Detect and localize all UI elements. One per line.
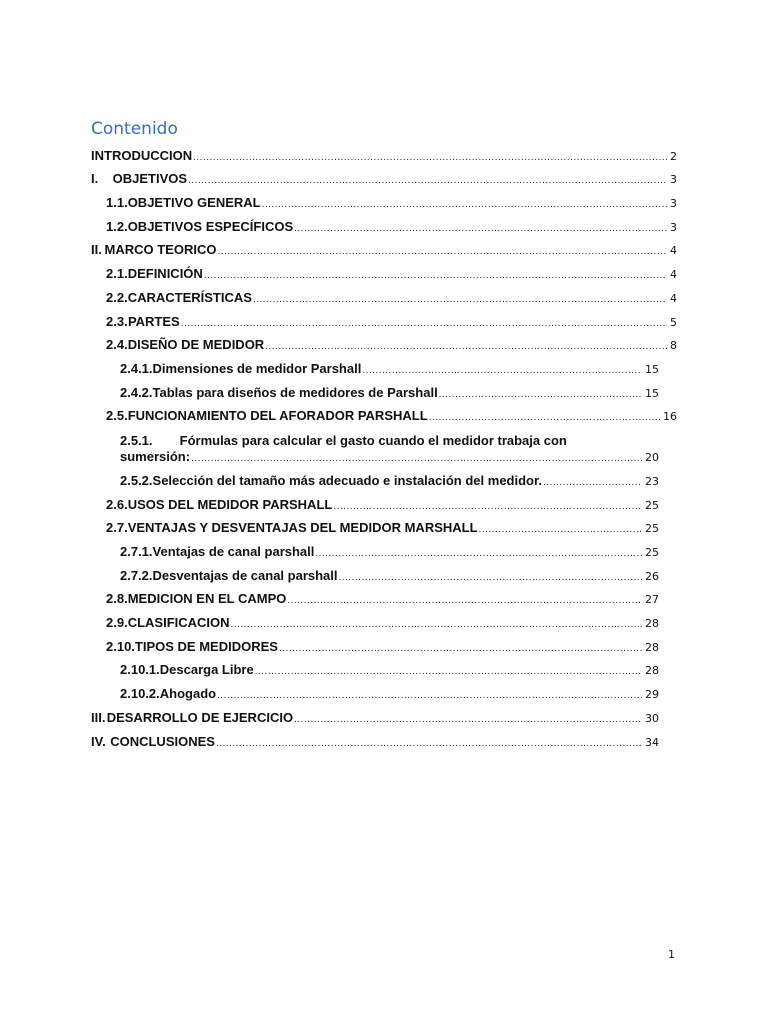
toc-entry-number: 2.5.1. xyxy=(120,433,153,449)
toc-entry-number: 2.7.1. xyxy=(120,544,153,559)
dot-leader xyxy=(204,270,667,281)
toc-entry-page: 3 xyxy=(670,197,677,211)
toc-entry-descarga-libre[interactable] xyxy=(91,658,677,682)
toc-entry-page: 28 xyxy=(645,664,659,678)
toc-entry-number: 1.1. xyxy=(106,195,128,211)
dot-leader xyxy=(279,643,642,654)
dot-leader xyxy=(362,365,642,376)
toc-entry-title: Ahogado xyxy=(159,686,217,702)
toc-entry-page: 5 xyxy=(670,315,677,329)
dot-leader xyxy=(439,389,642,400)
dot-leader xyxy=(333,501,642,512)
toc-entry-number: 2.7. xyxy=(106,520,128,536)
toc-entry-number: 2.5.2. xyxy=(120,472,153,488)
toc-entry-page: 16 xyxy=(663,410,677,424)
toc-entry-title: Fórmulas para calcular el gasto cuando el medidor trabaja con xyxy=(179,433,567,449)
toc-entry-desarrollo[interactable] xyxy=(91,705,677,729)
toc-entry-tipos[interactable] xyxy=(91,634,677,658)
toc-entry-page: 4 xyxy=(670,291,677,305)
toc-entry-introduccion[interactable] xyxy=(91,143,677,167)
toc-entry-diseno-de-medidor[interactable] xyxy=(91,333,677,357)
toc-entry-number: 2.5. xyxy=(106,408,128,424)
toc-entry-title: Desventajas de canal parshall xyxy=(152,567,338,583)
toc-entry-page: 4 xyxy=(670,268,677,282)
toc-entry-number: II. xyxy=(91,242,102,258)
toc-entry-dimensiones[interactable] xyxy=(91,356,677,380)
dot-leader xyxy=(217,690,642,701)
toc-entry-ahogado[interactable] xyxy=(91,681,677,705)
toc-entry-page: 23 xyxy=(645,474,659,488)
dot-leader xyxy=(262,199,667,210)
toc-entry-number: 2.4.1. xyxy=(120,360,153,376)
toc-entry-page: 25 xyxy=(645,546,659,559)
toc-entry-number: 2.1. xyxy=(106,266,128,282)
toc-entry-desventajas[interactable] xyxy=(91,563,677,587)
toc-entry-number: 2.3. xyxy=(106,313,128,329)
dot-leader xyxy=(287,595,642,606)
toc-entry-formulas[interactable] xyxy=(91,427,677,468)
toc-entry-objetivos[interactable] xyxy=(91,167,677,191)
toc-entry-number: 2.4. xyxy=(106,337,128,353)
toc-entry-title: DISEÑO DE MEDIDOR xyxy=(127,337,265,353)
toc-entry-page: 25 xyxy=(645,522,659,536)
toc-entry-ventajas[interactable] xyxy=(91,539,677,563)
toc-entry-partes[interactable] xyxy=(91,309,677,333)
toc-entry-page: 27 xyxy=(645,593,659,607)
toc-entry-page: 26 xyxy=(645,569,659,583)
toc-entry-conclusiones[interactable] xyxy=(91,729,677,753)
dot-leader xyxy=(181,318,667,329)
toc-entry-page: 34 xyxy=(645,735,659,749)
dot-leader xyxy=(339,572,642,583)
toc-entry-title: DEFINICIÓN xyxy=(127,266,203,282)
toc-entry-title: CLASIFICACION xyxy=(127,615,230,631)
toc-entry-seleccion[interactable] xyxy=(91,468,677,492)
toc-entry-title: FUNCIONAMIENTO DEL AFORADOR PARSHALL xyxy=(127,408,428,424)
dot-leader xyxy=(543,477,642,488)
toc-entry-title: Dimensiones de medidor Parshall xyxy=(152,360,362,376)
toc-entry-number: 2.9. xyxy=(106,615,128,631)
toc-entry-definicion[interactable] xyxy=(91,261,677,285)
toc-entry-page: 29 xyxy=(645,688,659,702)
toc-entry-title: DESARROLLO DE EJERCICIO xyxy=(106,709,294,725)
toc-entry-tablas[interactable] xyxy=(91,380,677,404)
toc-title: Contenido xyxy=(91,119,178,139)
toc-entry-objetivo-general[interactable] xyxy=(91,190,677,214)
toc-entry-title: OBJETIVOS xyxy=(112,171,188,187)
toc-entry-page: 28 xyxy=(645,640,659,654)
toc-entry-number: 1.2. xyxy=(106,218,128,234)
toc-entry-page: 3 xyxy=(670,220,677,234)
dot-leader xyxy=(294,714,642,725)
toc-entry-number: IV. xyxy=(91,733,106,749)
dot-leader xyxy=(217,246,667,257)
table-of-contents xyxy=(91,143,677,753)
toc-entry-title: Tablas para diseños de medidores de Parshall xyxy=(152,384,438,400)
dot-leader xyxy=(253,294,667,305)
toc-entry-page: 3 xyxy=(670,173,677,187)
toc-entry-funcionamiento[interactable] xyxy=(91,404,677,428)
toc-entry-page: 25 xyxy=(645,498,659,512)
toc-entry-title: USOS DEL MEDIDOR PARSHALL xyxy=(127,496,333,512)
dot-leader xyxy=(231,619,642,630)
toc-entry-number: 2.7.2. xyxy=(120,567,153,583)
toc-entry-number: 2.8. xyxy=(106,591,128,607)
toc-entry-page: 2 xyxy=(670,149,677,163)
dot-leader xyxy=(479,524,642,535)
dot-leader xyxy=(193,152,667,163)
toc-entry-ventajas-desventajas[interactable] xyxy=(91,516,677,540)
toc-entry-title: Descarga Libre xyxy=(159,662,254,678)
toc-entry-title: PARTES xyxy=(127,313,180,329)
toc-entry-number: 2.10. xyxy=(106,638,135,654)
toc-entry-page: 15 xyxy=(645,362,659,376)
toc-entry-page: 4 xyxy=(670,244,677,258)
toc-entry-title: OBJETIVOS ESPECÍFICOS xyxy=(127,218,294,234)
toc-entry-number: 2.2. xyxy=(106,289,128,305)
dot-leader xyxy=(294,223,667,234)
dot-leader xyxy=(429,412,660,423)
dot-leader xyxy=(216,738,642,749)
dot-leader xyxy=(265,341,667,352)
toc-entry-number: I. xyxy=(91,171,99,187)
toc-entry-title-continued: sumersión: xyxy=(120,449,191,465)
toc-entry-page: 20 xyxy=(645,451,659,465)
dot-leader xyxy=(315,548,642,559)
toc-entry-marco-teorico[interactable] xyxy=(91,238,677,262)
toc-entry-usos[interactable] xyxy=(91,492,677,516)
toc-entry-number: III. xyxy=(91,709,106,725)
toc-entry-title: VENTAJAS Y DESVENTAJAS DEL MEDIDOR MARSHALL xyxy=(127,520,478,536)
toc-entry-objetivos-especificos[interactable] xyxy=(91,214,677,238)
toc-entry-title: MARCO TEORICO xyxy=(104,242,217,258)
toc-entry-number: 2.10.1. xyxy=(120,662,160,678)
dot-leader xyxy=(188,175,667,186)
toc-entry-title: Selección del tamaño más adecuado e instalación del medidor. xyxy=(152,472,542,488)
toc-entry-clasificacion[interactable] xyxy=(91,610,677,634)
toc-entry-number: 2.6. xyxy=(106,496,128,512)
toc-entry-page: 15 xyxy=(645,386,659,400)
toc-entry-page: 8 xyxy=(670,339,677,353)
toc-entry-title: TIPOS DE MEDIDORES xyxy=(134,638,278,654)
toc-entry-page: 28 xyxy=(645,617,659,631)
toc-entry-title: Ventajas de canal parshall xyxy=(152,544,315,559)
toc-entry-title: INTRODUCCION xyxy=(91,147,193,163)
toc-entry-caracteristicas[interactable] xyxy=(91,285,677,309)
dot-leader xyxy=(255,666,642,677)
dot-leader xyxy=(191,453,642,464)
toc-entry-title: CARACTERÍSTICAS xyxy=(127,289,252,305)
toc-entry-title: CONCLUSIONES xyxy=(110,733,215,749)
toc-entry-medicion[interactable] xyxy=(91,587,677,611)
toc-entry-number: 2.10.2. xyxy=(120,686,160,702)
page-number: 1 xyxy=(668,948,675,961)
toc-entry-title: OBJETIVO GENERAL xyxy=(127,195,261,211)
toc-entry-number: 2.4.2. xyxy=(120,384,153,400)
toc-entry-page: 30 xyxy=(645,711,659,725)
toc-entry-title: MEDICION EN EL CAMPO xyxy=(127,591,287,607)
